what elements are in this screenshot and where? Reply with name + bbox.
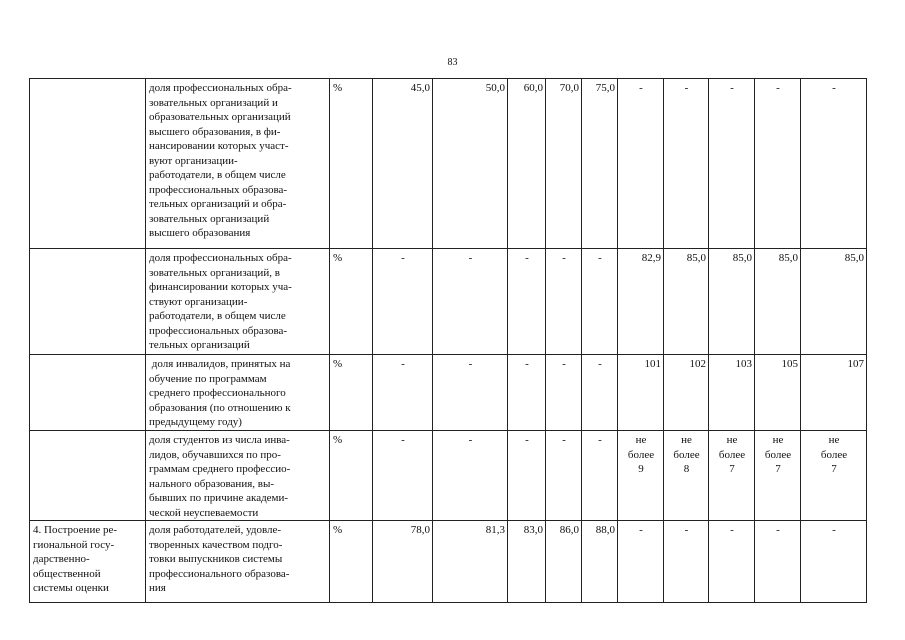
value-text: 81,3	[485, 524, 505, 536]
value-text: -	[598, 358, 602, 370]
value-text: 88,0	[595, 524, 615, 536]
table-row	[30, 249, 867, 355]
section-text: 4. Построение ре- гиональной госу- дарственно- общественной системы оценки	[33, 524, 118, 594]
section-cell	[30, 355, 146, 431]
unit-cell: %	[330, 355, 373, 431]
value-text: -	[598, 434, 602, 446]
value-text: -	[525, 252, 529, 264]
value-cell	[709, 521, 755, 603]
value-text: -	[639, 82, 643, 94]
value-text: -	[832, 524, 836, 536]
value-text: 60,0	[523, 82, 543, 94]
value-cell	[709, 249, 755, 355]
value-cell	[664, 79, 709, 249]
value-text: 85,0	[778, 252, 798, 264]
value-text: -	[776, 524, 780, 536]
table-row	[30, 355, 867, 431]
value-text: 105	[781, 358, 798, 370]
value-cell	[801, 431, 867, 521]
value-cell	[373, 355, 433, 431]
value-cell	[546, 355, 582, 431]
value-cell	[755, 355, 801, 431]
value-cell	[664, 355, 709, 431]
section-cell	[30, 249, 146, 355]
value-text: -	[562, 252, 566, 264]
value-cell	[618, 355, 664, 431]
value-text: не более 9	[627, 434, 655, 475]
value-text: -	[525, 434, 529, 446]
value-text: 101	[644, 358, 661, 370]
value-cell	[801, 249, 867, 355]
value-text: 75,0	[595, 82, 615, 94]
indicator-text: доля инвалидов, принятых на обучение по программам среднего профессионального образования (по отношению к предыдущему году)	[149, 358, 291, 428]
value-text: 107	[847, 358, 864, 370]
value-cell	[618, 249, 664, 355]
table-row	[30, 521, 867, 603]
value-cell	[433, 79, 508, 249]
page-number: 83	[447, 57, 458, 68]
value-cell	[546, 249, 582, 355]
value-text: -	[401, 358, 405, 370]
value-cell	[508, 249, 546, 355]
value-cell	[709, 79, 755, 249]
value-text: -	[468, 252, 473, 264]
value-text: -	[401, 434, 405, 446]
value-text: не более 7	[764, 434, 792, 475]
unit-cell: %	[330, 521, 373, 603]
value-text: -	[832, 82, 836, 94]
value-cell	[801, 79, 867, 249]
value-cell	[618, 79, 664, 249]
value-text: 78,0	[410, 524, 430, 536]
value-cell	[664, 249, 709, 355]
value-text: 85,0	[844, 252, 864, 264]
value-text: 85,0	[686, 252, 706, 264]
value-text: -	[468, 434, 473, 446]
table-row	[30, 431, 867, 521]
value-text: 82,9	[641, 252, 661, 264]
indicator-text: доля профессиональных обра- зовательных организаций, в финансировании которых уча- ствуют организации- работодатели, в общем числе профессиональных образова- тельных организаций	[149, 252, 292, 351]
value-text: 85,0	[732, 252, 752, 264]
value-text: -	[776, 82, 780, 94]
value-text: -	[684, 82, 689, 94]
value-cell	[755, 249, 801, 355]
value-cell	[618, 431, 664, 521]
value-text: -	[562, 434, 566, 446]
section-cell	[30, 521, 146, 603]
value-cell	[755, 431, 801, 521]
value-cell	[508, 355, 546, 431]
value-cell	[373, 521, 433, 603]
value-text: -	[525, 358, 529, 370]
value-cell	[582, 249, 618, 355]
indicator-text: доля профессиональных обра- зовательных организаций и образовательных организаций высшего образования, в фи- нансировании которых участ- вуют организации- работодатели, в общем числе профессиональных образова- тельных организаций и обра- зовательных организаций высшего образования	[149, 82, 292, 239]
value-cell	[664, 521, 709, 603]
value-text: 45,0	[410, 82, 430, 94]
value-text: -	[562, 358, 566, 370]
value-cell	[546, 79, 582, 249]
section-cell	[30, 79, 146, 249]
value-cell	[546, 431, 582, 521]
value-cell	[433, 521, 508, 603]
value-cell	[508, 79, 546, 249]
value-text: не более 7	[718, 434, 746, 475]
value-text: -	[730, 82, 734, 94]
value-cell	[582, 355, 618, 431]
indicator-cell	[146, 431, 330, 521]
value-text: -	[468, 358, 473, 370]
indicator-text: доля работодателей, удовле- творенных качеством подго- товки выпускников системы профессионального образова- ния	[149, 524, 290, 594]
indicator-cell	[146, 521, 330, 603]
value-text: 86,0	[559, 524, 579, 536]
value-cell	[709, 431, 755, 521]
value-cell	[373, 79, 433, 249]
value-text: 102	[689, 358, 706, 370]
value-text: -	[730, 524, 734, 536]
value-cell	[508, 521, 546, 603]
value-text: не более 7	[820, 434, 848, 475]
value-text: -	[598, 252, 602, 264]
indicators-table	[29, 78, 867, 603]
value-cell	[546, 521, 582, 603]
value-cell	[709, 355, 755, 431]
value-cell	[801, 521, 867, 603]
indicator-cell	[146, 355, 330, 431]
value-cell	[433, 249, 508, 355]
indicator-cell	[146, 79, 330, 249]
value-cell	[755, 79, 801, 249]
indicator-text: доля студентов из числа инва- лидов, обучавшихся по про- граммам среднего профессио- нального образования, вы- бывших по причине академи- ческой неуспеваемости	[149, 434, 291, 519]
value-text: 83,0	[523, 524, 543, 536]
unit-cell: %	[330, 79, 373, 249]
value-cell	[582, 521, 618, 603]
unit-cell: %	[330, 431, 373, 521]
value-cell	[582, 431, 618, 521]
value-text: -	[684, 524, 689, 536]
value-cell	[582, 79, 618, 249]
value-cell	[755, 521, 801, 603]
value-text: не более 8	[673, 434, 700, 475]
table-row	[30, 79, 867, 249]
value-cell	[373, 249, 433, 355]
value-text: 50,0	[485, 82, 505, 94]
value-text: 103	[735, 358, 752, 370]
value-text: 70,0	[559, 82, 579, 94]
value-text: -	[401, 252, 405, 264]
value-cell	[373, 431, 433, 521]
value-cell	[664, 431, 709, 521]
value-cell	[618, 521, 664, 603]
value-cell	[801, 355, 867, 431]
unit-cell: %	[330, 249, 373, 355]
value-cell	[508, 431, 546, 521]
value-cell	[433, 431, 508, 521]
value-cell	[433, 355, 508, 431]
section-cell	[30, 431, 146, 521]
value-text: -	[639, 524, 643, 536]
indicator-cell	[146, 249, 330, 355]
